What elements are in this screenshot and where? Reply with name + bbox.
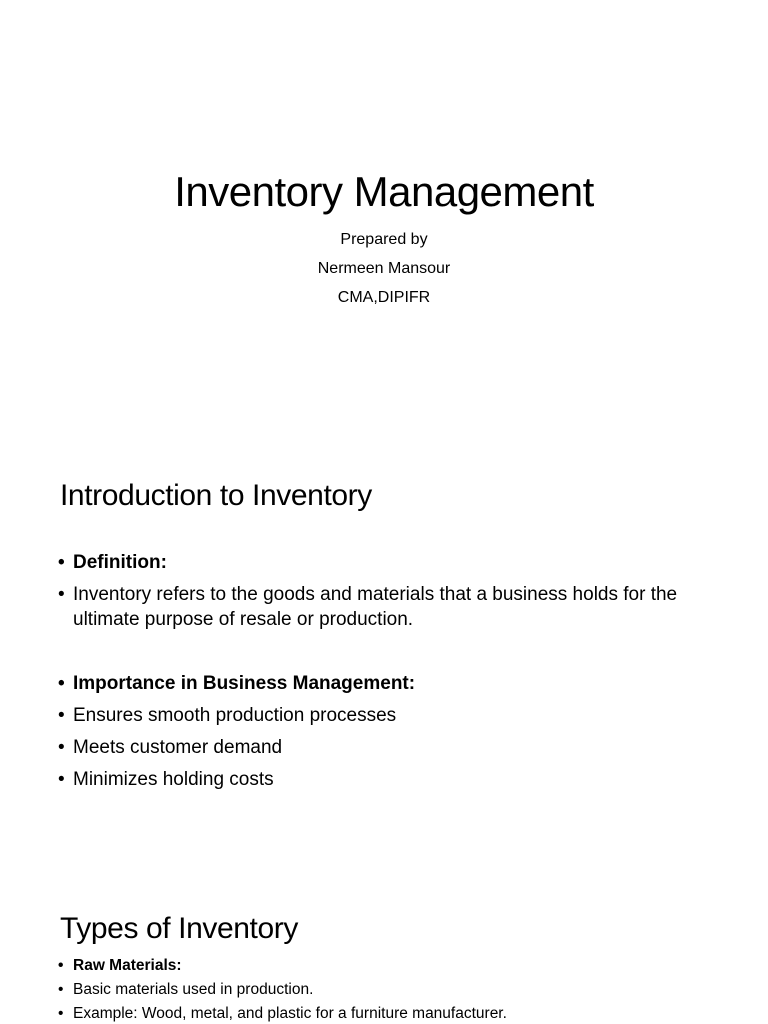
presentation-title: Inventory Management xyxy=(174,168,594,215)
author-name: Nermeen Mansour xyxy=(317,260,451,277)
definition-text: • Inventory refers to the goods and materials that a business holds for the ultimate purpose of resale or production. xyxy=(58,582,708,632)
importance-item: • Ensures smooth production processes xyxy=(58,703,708,728)
importance-label: • Importance in Business Management: xyxy=(58,671,708,696)
raw-materials-item: • Basic materials used in production. xyxy=(58,980,708,1000)
prepared-by-label: Prepared by xyxy=(340,231,428,248)
types-heading: Types of Inventory xyxy=(60,912,298,945)
raw-materials-item: • Example: Wood, metal, and plastic for a furniture manufacturer. xyxy=(58,1004,708,1024)
definition-label: • Definition: xyxy=(58,550,708,575)
title-slide xyxy=(0,0,768,432)
intro-slide xyxy=(0,432,768,864)
importance-item: • Minimizes holding costs xyxy=(58,767,708,792)
author-credentials: CMA,DIPIFR xyxy=(337,289,431,306)
raw-materials-label: • Raw Materials: xyxy=(58,956,708,976)
types-slide xyxy=(0,864,768,1024)
importance-item: • Meets customer demand xyxy=(58,735,708,760)
intro-heading: Introduction to Inventory xyxy=(60,479,372,512)
